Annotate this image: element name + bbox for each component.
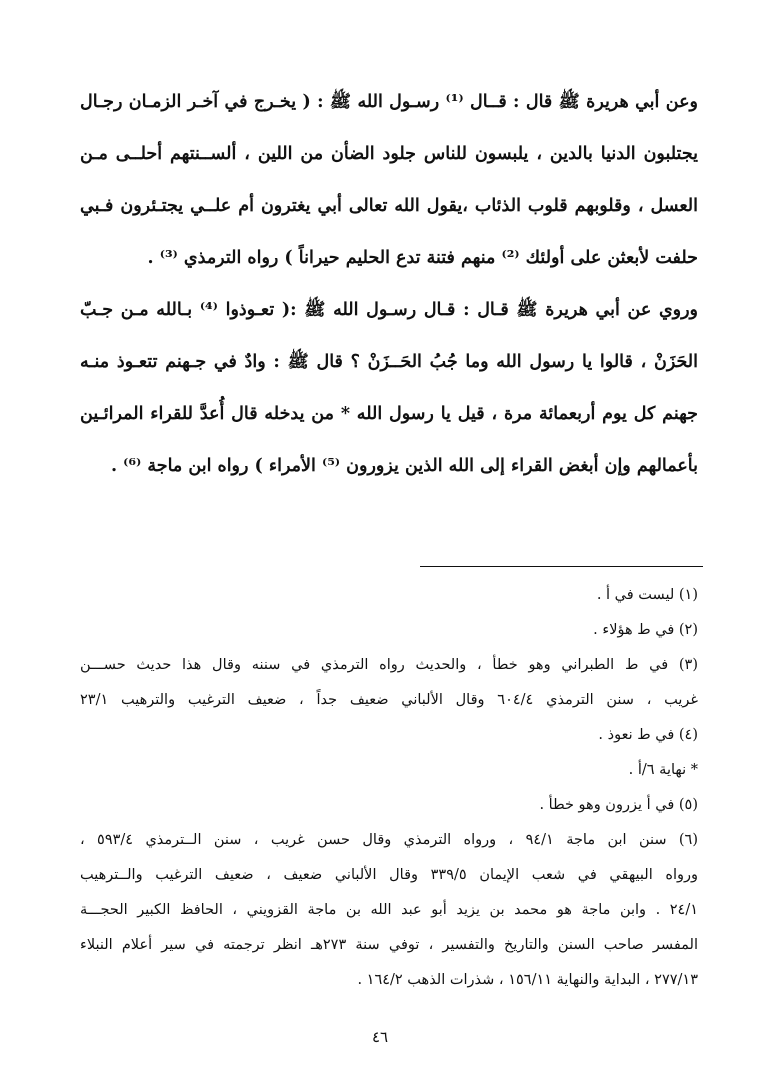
footnote-line: (٥) في أ يزرون وهو خطأ .	[539, 797, 698, 813]
footnote-line: (١) ليست في أ .	[596, 587, 698, 603]
main-text-line: بأعمالهم وإن أبغض القراء إلى الله الذين يزورون ⁽⁵⁾ الأمراء ) رواه ابن ماجة ⁽⁶⁾ .	[111, 456, 698, 476]
footnote-line: * نهاية ٦/أ .	[628, 762, 698, 778]
footnote-line: (٤) في ط نعوذ .	[598, 727, 698, 743]
footnote-line: ٢٧٧/١٣ ، البداية والنهاية ١٥٦/١١ ، شذرات الذهب ١٦٤/٢ .	[357, 972, 698, 988]
main-text-line: يجتلبون الدنيا بالدين ، يلبسون للناس جلود الضأن من اللين ، ألســنتهم أحلــى مـن	[80, 144, 698, 164]
page-number: ٤٦	[371, 1028, 389, 1046]
footnote-line: ورواه البيهقي في شعب الإيمان ٣٣٩/٥ وقال الألباني ضعيف ، ضعيف الترغيب والــترهيب	[80, 867, 698, 883]
footnote-line: (٢) في ط هؤلاء .	[593, 622, 698, 638]
footnote-line: (٦) سنن ابن ماجة ٩٤/١ ، ورواه الترمذي وقال حسن غريب ، سنن الــترمذي ٥٩٣/٤ ،	[80, 832, 698, 848]
footnotes-block	[80, 578, 698, 998]
footnote-line: المفسر صاحب السنن والتاريخ والتفسير ، توفي سنة ٢٧٣هـ انظر ترجمته في سير أعلام النبلاء	[80, 937, 698, 953]
main-text-line: وروي عن أبي هريرة ﷺ قـال : قـال رسـول الله ﷺ :( تعـوذوا ⁽⁴⁾ بـالله مـن جـبّ	[80, 300, 698, 320]
footnote-line: ٢٤/١ . وابن ماجة هو محمد بن يزيد أبو عبد الله بن ماجة القزويني ، الحافظ الكبير الحجـــة	[80, 902, 698, 918]
main-text-line: وعن أبي هريرة ﷺ قال : قــال ⁽¹⁾ رسـول الله ﷺ : ( يخـرج في آخـر الزمـان رجـال	[80, 92, 698, 112]
footnote-line: (٣) في ط الطبراني وهو خطأ ، والحديث رواه الترمذي في سننه وقال هذا حديث حســـن	[80, 657, 698, 673]
main-text-line: جهنم كل يوم أربعمائة مرة ، قيل يا رسول الله * من يدخله قال أُعدَّ للقراء المرائـين	[80, 404, 698, 424]
main-text-line: العسل ، وقلوبهم قلوب الذئاب ،يقول الله تعالى أبي يغترون أم علــي يجتـئرون فـبي	[80, 196, 698, 216]
footnote-divider	[420, 566, 703, 567]
main-text-line: حلفت لأبعثن على أولئك ⁽²⁾ منهم فتنة تدع الحليم حيراناً ) رواه الترمذي ⁽³⁾ .	[147, 248, 698, 268]
footnote-line: غريب ، سنن الترمذي ٦٠٤/٤ وقال الألباني ضعيف جداً ، ضعيف الترغيب والترهيب ٢٣/١	[80, 692, 698, 708]
main-text-line: الحَزَنْ ، قالوا يا رسول الله وما جُبُ الحَــزَنْ ؟ قال ﷺ : وادٌ في جـهنم تتعـوذ منـه	[80, 352, 698, 372]
main-text-block	[80, 76, 698, 492]
